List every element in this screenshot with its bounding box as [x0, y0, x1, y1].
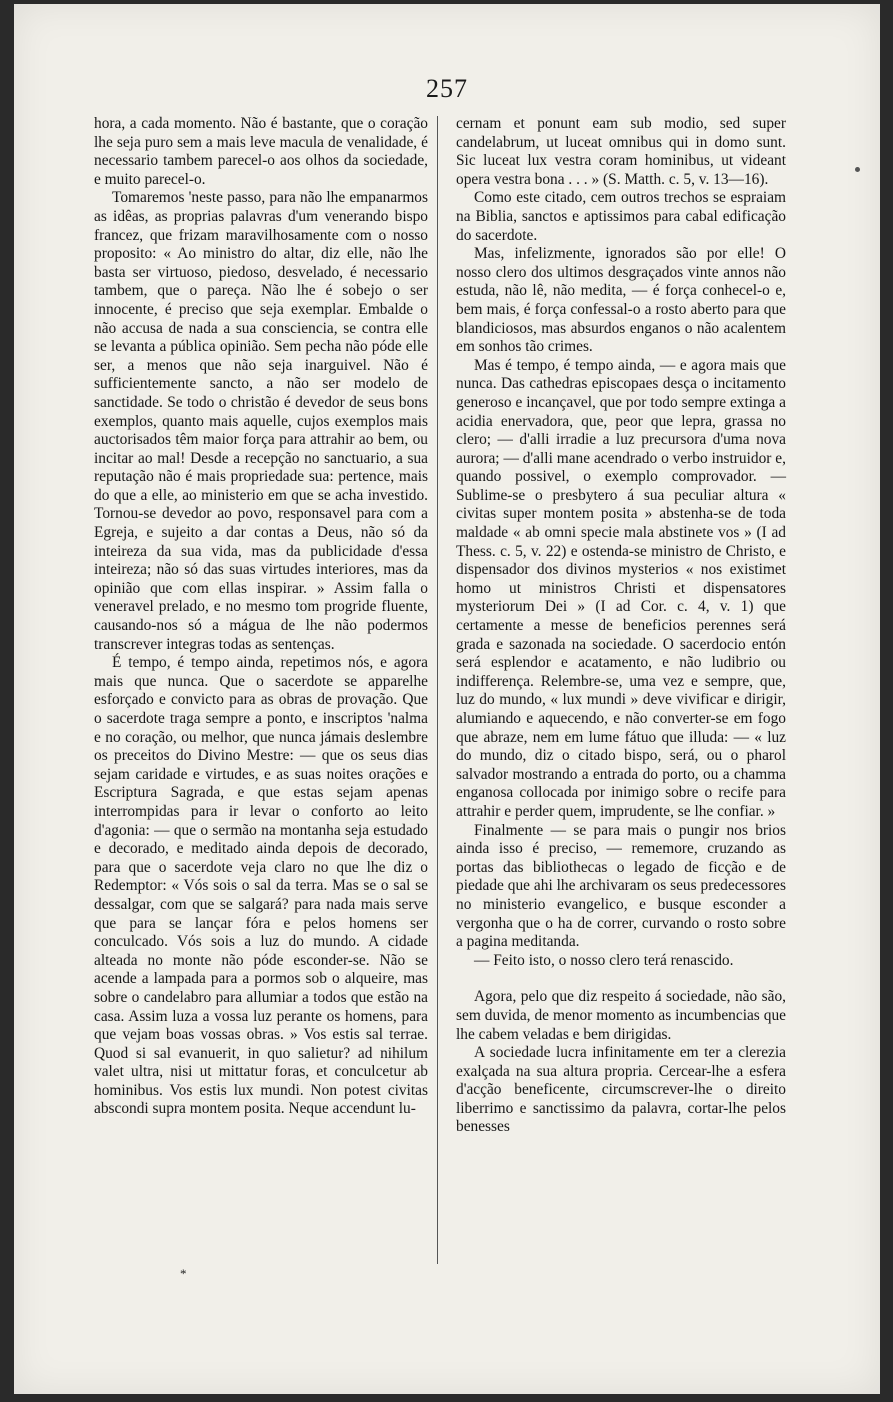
paragraph: Mas é tempo, é tempo ainda, — e agora mais que nunca. Das cathedras episcopaes desça o incitamento generoso e incançavel, que por todo sempre extinga a acidia enervadora, que, peor que lepra, grassa no clero; — d'alli irradie a luz precursora d'uma nova aurora; — d'alli mane acendrado o verbo instruidor e, quando possivel, o exemplo comprovador. — Sublime-se o presbytero á sua peculiar altura « civitas super montem posita » abstenha-se de toda maldade « ab omni specie mala abstinete vos » (I ad Thess. c. 5, v. 22) e ostenda-se ministro de Christo, e dispensador dos divinos mysterios « nos existimet homo ut ministros Christi et dispensatores mysteriorum Dei » (I ad Cor. c. 4, v. 1) que certamente a messe de beneficios perennes será grada e sazonada na sociedade. O sacerdocio entón será esplendor e acatamento, e não ludibrio ou indifferença. Relembre-se, uma vez e sempre, que, luz do mundo, « lux mundi » deve vivificar e dirigir, alumiando e aquecendo, e não converter-se em fogo que abraze, nem em lume fátuo que illuda: — « luz do mundo, diz o citado bispo, será, ou o pharol salvador mostrando a entrada do porto, ou a chamma enganosa collocada por inimigo sobre o recife para attrahir e perder quem, imprudente, se lhe confiar. »: [456, 356, 786, 820]
paragraph: A sociedade lucra infinitamente em ter a clerezia exalçada na sua altura propria. Cercear-lhe a esfera d'acção beneficente, circumscrever-lhe o direito liberrimo e sanctissimo da palavra, cortar-lhe pelos benesses: [456, 1044, 786, 1136]
page-number: 257: [426, 74, 468, 103]
right-column: [456, 115, 786, 1315]
left-column: [94, 115, 428, 1315]
paragraph: cernam et ponunt eam sub modio, sed super candelabrum, ut luceat omnibus qui in domo sunt. Sic luceat lux vestra coram hominibus, ut videant opera vestra bona . . . » (S. Matth. c. 5, v. 13—16).: [456, 115, 786, 188]
paragraph: Tomaremos 'neste passo, para não lhe empanarmos as idêas, as proprias palavras d'um venerando bispo francez, que frizam maravilhosamente com o nosso proposito: « Ao ministro do altar, diz elle, não lhe basta ser virtuoso, piedoso, desvelado, é necessario tambem, que o pareça. Não lhe é sobejo o ser innocente, é preciso que seja exemplar. Embalde o não accusa de nada a sua consciencia, se contra elle se levanta a pública opinião. Sem pecha não póde elle ser, a menos que não seja inarguivel. Não é sufficientemente sancto, a não ser modelo de sanctidade. Se todo o christão é devedor de seus bons exemplos, quanto mais aquelle, cujos exemplos mais auctorisados têm maior força para attrahir ao bem, ou incitar ao mal! Desde a recepção no sanctuario, a sua reputação não é mais propriedade sua: pertence, mais do que a elle, ao ministerio em que se acha investido. Tornou-se devedor ao povo, responsavel para com a Egreja, e sujeito a dar contas a Deus, não só da inteireza da sua vida, mas da publicidade d'essa inteireza; não só das suas virtudes interiores, mas da opinião que com ellas inspirar. » Assim falla o veneravel prelado, e no mesmo tom progride fluente, causando-nos só a mágua de lhe não podermos transcrever integras todas as sentenças.: [94, 189, 428, 653]
column-divider: [437, 116, 438, 1264]
paragraph: Como este citado, cem outros trechos se espraiam na Biblia, sanctos e aptissimos para cabal edificação do sacerdote.: [456, 189, 786, 244]
paragraph: Finalmente — se para mais o pungir nos brios ainda isso é preciso, — rememore, cruzando as portas das bibliothecas o legado de ficção e de piedade que ahi lhe archivaram os seus predecessores no ministerio evangelico, e busque esconder a vergonha que o ha de correr, curvando o rosto sobre a pagina meditanda.: [456, 821, 786, 951]
paragraph: Mas, infelizmente, ignorados são por elle! O nosso clero dos ultimos desgraçados vinte annos não estuda, não lê, não medita, — é força conhecel-o e, bem mais, é força confessal-o a rosto aberto para que blandiciosos, mas absurdos enganos o não acalentem em sonhos tão crimes.: [456, 245, 786, 356]
paragraph: hora, a cada momento. Não é bastante, que o coração lhe seja puro sem a mais leve macula de venalidade, é necessario tambem parecel-o aos olhos da sociedade, e muito parecel-o.: [94, 115, 428, 188]
page-sheet: [14, 4, 880, 1394]
paragraph: Agora, pelo que diz respeito á sociedade, não são, sem duvida, de menor momento as incumbencias que lhe cabem veladas e bem dirigidas.: [456, 988, 786, 1043]
ink-spot: [855, 167, 860, 172]
paragraph: — Feito isto, o nosso clero terá renascido.: [474, 951, 734, 969]
paragraph: É tempo, é tempo ainda, repetimos nós, e agora mais que nunca. Que o sacerdote se apparelhe esforçado e convicto para as obras de provação. Que o sacerdote traga sempre a ponto, e inscriptos 'nalma e no coração, ou melhor, que nunca jámais deslembre os preceitos do Divino Mestre: — que os seus dias sejam caridade e virtudes, e as suas noites orações e Escriptura Sagrada, e que estas sejam apenas interrompidas para ir levar o conforto ao leito d'agonia: — que o sermão na montanha seja estudado e decorado, e meditado ainda depois de decorado, para que o sacerdote veja claro no que lhe diz o Redemptor: « Vós sois o sal da terra. Mas se o sal se dessalgar, com que se salgará? para nada mais serve que para se lançar fóra e pelos homens ser conculcado. Vós sois a luz do mundo. A cidade alteada no monte não póde esconder-se. Não se acende a lampada para a pormos sob o alqueire, mas sobre o candelabro para allumiar a todos que estão na casa. Assim luza a vossa luz perante os homens, para que vejam boas vossas obras. » Vos estis sal terrae. Quod si sal evanuerit, in quo salietur? ad nihilum valet ultra, nisi ut mittatur foras, et conculcetur ab hominibus. Vos estis lux mundi. Non potest civitas abscondi supra montem posita. Neque accendunt lu-: [94, 654, 428, 1118]
signature-mark: *: [180, 1266, 187, 1281]
